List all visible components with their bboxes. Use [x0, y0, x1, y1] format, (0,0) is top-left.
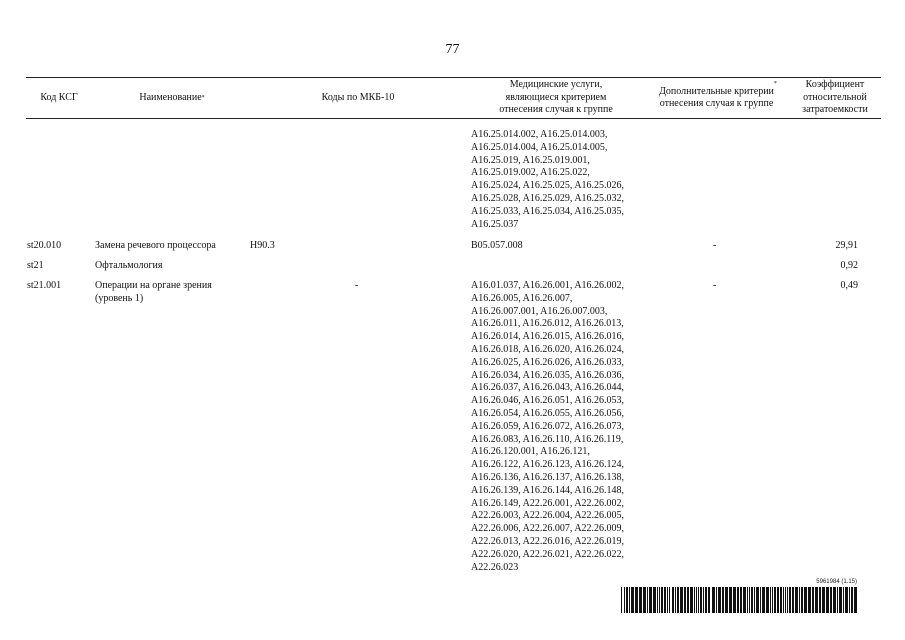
barcode-bar [833, 587, 836, 613]
barcode-bar [777, 587, 779, 613]
barcode-bar [680, 587, 683, 613]
barcode-bar [664, 587, 666, 613]
barcode-bar [799, 587, 800, 613]
header-bottom-rule [26, 118, 881, 119]
barcode-bar [631, 587, 634, 613]
barcode-bar [815, 587, 818, 613]
page-number: 77 [445, 42, 460, 57]
barcode-bar [639, 587, 642, 613]
barcode-bar [787, 587, 788, 613]
barcode-bar [766, 587, 769, 613]
barcode-bar [669, 587, 670, 613]
barcode-bar [849, 587, 850, 613]
barcode-bar [716, 587, 717, 613]
barcode-bar [700, 587, 702, 613]
barcode-bar [694, 587, 695, 613]
barcode-bar [657, 587, 658, 613]
barcode-label: 5961984 (1.15) [816, 579, 857, 585]
barcode-bar [743, 587, 746, 613]
barcode-bar [635, 587, 638, 613]
barcode-bar [756, 587, 759, 613]
barcode-bar [772, 587, 773, 613]
barcode-bar [659, 587, 660, 613]
header-coef [790, 78, 880, 118]
barcode-bar [801, 587, 803, 613]
header-name-label: Наименование [139, 91, 202, 103]
barcode-bar [712, 587, 715, 613]
barcode-bar [661, 587, 663, 613]
barcode-bar [626, 587, 628, 613]
row-mkb: - [355, 280, 359, 291]
row-coef: 29,91 [835, 240, 858, 251]
barcode-bar [830, 587, 832, 613]
row-name: Замена речевого процессора [95, 240, 216, 251]
barcode-bar [718, 587, 721, 613]
barcode-bar [698, 587, 699, 613]
barcode-bar [795, 587, 798, 613]
barcode-bar [690, 587, 693, 613]
barcode-bar [837, 587, 838, 613]
barcode-bar [845, 587, 848, 613]
barcode-bar [705, 587, 707, 613]
row-code: st20.010 [27, 240, 62, 251]
barcode-bar [729, 587, 732, 613]
header-additional-label: Дополнительные критерии отнесения случая к группе [659, 85, 774, 109]
row-code: st21 [27, 260, 44, 271]
barcode-bar [774, 587, 776, 613]
row-code: st21.001 [27, 280, 62, 291]
barcode-bar [783, 587, 784, 613]
barcode-bar [780, 587, 782, 613]
barcode-bar [667, 587, 668, 613]
barcode-bar [751, 587, 753, 613]
barcode-bar [851, 587, 853, 613]
barcode-bar [854, 587, 857, 613]
header-mkb [252, 78, 464, 118]
barcode-bar [785, 587, 786, 613]
barcode-bar [843, 587, 844, 613]
row-additional: - [713, 240, 717, 251]
row-services: A16.01.037, A16.26.001, A16.26.002, A16.26.005, A16.26.007, A16.26.007.001, A16.26.007.003, A16.26.011, A16.26.012, A16.26.013, A16.26.014, A16.26.015, A16.26.016, A16.26.018, A16.26.020, A16.26.024, A16.26.025, A16.26.026, A16.26.033, A16.26.034, A16.26.035, A16.26.036, A16.26.037, A16.26.043, A16.26.044, A16.26.046, A16.26.051, A16.26.053, A16.26.054, A16.26.055, A16.26.056, A16.26.059, A16.26.072, A16.26.073, A16.26.083, A16.26.110, A16.26.119, A16.26.120.001, A16.26.121, A16.26.122, A16.26.123, A16.26.124, A16.26.136, A16.26.137, A16.26.138, A16.26.139, A16.26.144, A16.26.148, A16.26.149, A22.26.001, A22.26.002, A22.26.003, A22.26.004, A22.26.005, A22.26.006, A22.26.007, A22.26.009, A22.26.013, A22.26.016, A22.26.019, A22.26.020, A22.26.021, A22.26.022, A22.26.023 [471, 280, 625, 573]
row-name: Офтальмология [95, 260, 163, 271]
barcode-bar [812, 587, 814, 613]
barcode-image [621, 587, 857, 613]
barcode-bar [762, 587, 765, 613]
row-mkb: H90.3 [250, 240, 275, 251]
barcode-bar [808, 587, 811, 613]
header-additional: Дополнительные критерии отнесения случая к группе * [659, 81, 777, 109]
barcode-bar [822, 587, 825, 613]
barcode-bar [740, 587, 742, 613]
barcode-bar [760, 587, 761, 613]
barcode-bar [647, 587, 648, 613]
header-coef-label: Коэффициент относительной затратоемкости [802, 79, 868, 116]
barcode-bar [708, 587, 710, 613]
barcode-bar [621, 587, 622, 613]
row-continuation-services: A16.25.014.002, A16.25.014.003, A16.25.014.004, A16.25.014.005, A16.25.019, A16.25.019.001, A16.25.019.002, A16.25.022, A16.25.024, A16.25.025, A16.25.026, A16.25.028, A16.25.029, A16.25.032, A16.25.033, A16.25.034, A16.25.035, A16.25.037 [471, 129, 625, 230]
barcode-bar [696, 587, 697, 613]
barcode-bar [819, 587, 821, 613]
barcode-bar [643, 587, 646, 613]
barcode-bar [677, 587, 679, 613]
barcode-bar [733, 587, 736, 613]
barcode-bar [747, 587, 748, 613]
header-code-label: Код КСГ [40, 91, 78, 103]
header-mkb-label: Коды по МКБ-10 [321, 91, 395, 103]
barcode-bar [687, 587, 689, 613]
barcode-bar [624, 587, 625, 613]
header-name: Наименование * [139, 91, 205, 103]
barcode-bar [792, 587, 794, 613]
barcode-bar [789, 587, 791, 613]
barcode-bar [675, 587, 676, 613]
row-coef: 0,49 [840, 280, 858, 291]
header-services [466, 78, 646, 118]
row-name: Операции на органе зрения (уровень 1) [95, 280, 212, 304]
barcode-bar [770, 587, 771, 613]
barcode-bar [804, 587, 807, 613]
barcode-bar [737, 587, 739, 613]
barcode-bar [839, 587, 842, 613]
barcode-bar [754, 587, 755, 613]
header-code [26, 78, 92, 118]
row-services: B05.057.008 [471, 240, 523, 251]
row-additional: - [713, 280, 717, 291]
header-services-label: Медицинские услуги, являющиеся критерием отнесения случая к группе [499, 79, 613, 116]
barcode-bar [722, 587, 724, 613]
barcode-bar [629, 587, 630, 613]
barcode-bar [826, 587, 829, 613]
barcode-bar [684, 587, 686, 613]
barcode-bar [672, 587, 674, 613]
barcode-bar [725, 587, 728, 613]
barcode-bar [649, 587, 652, 613]
barcode-bar [703, 587, 704, 613]
barcode-bar [749, 587, 750, 613]
barcode-bar [653, 587, 656, 613]
row-coef: 0,92 [840, 260, 858, 271]
